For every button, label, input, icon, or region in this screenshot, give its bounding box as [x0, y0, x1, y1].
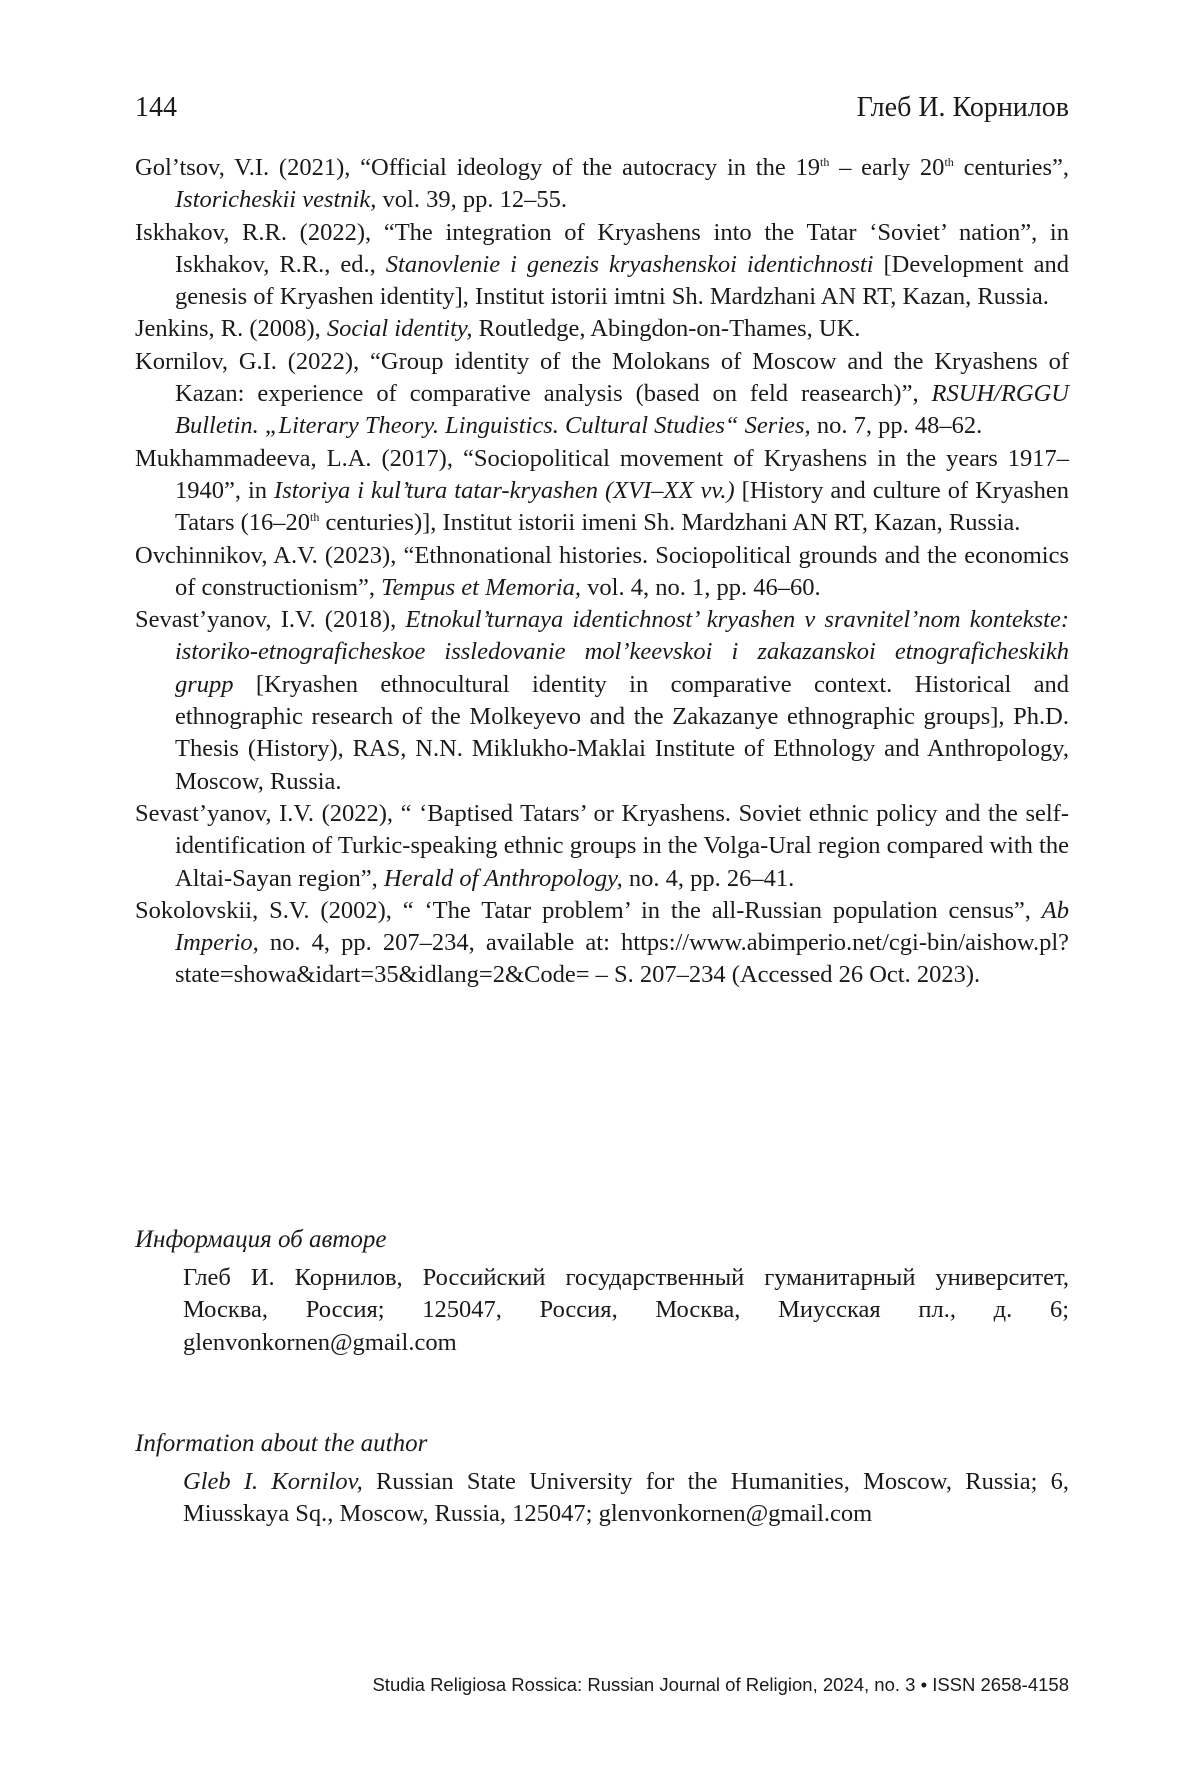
running-author: Глеб И. Корнилов	[856, 92, 1069, 123]
reference-item: Mukhammadeeva, L.A. (2017), “Sociopolitical movement of Kryashens in the years 1917–1940”, in Istoriya i kul’tura tatar-kryashen (XVI–XX vv.) [History and culture of Kryashen Tatars (16–20th centuries)], Institut istorii imeni Sh. Mardzhani AN RT, Kazan, Russia.	[135, 444, 1069, 537]
author-info-ru-title: Информация об авторе	[135, 1226, 387, 1253]
author-info-ru-text: Глеб И. Корнилов, Российский государственный гуманитарный университет, Москва, Россия; 125047, Россия, Москва, Миусская пл., д. 6; glenvonkornen@gmail.com	[183, 1264, 1069, 1356]
journal-footer: Studia Religiosa Rossica: Russian Journal of Religion, 2024, no. 3 • ISSN 2658-4158	[372, 1674, 1069, 1695]
reference-list	[135, 152, 1069, 992]
reference-item: Gol’tsov, V.I. (2021), “Official ideology of the autocracy in the 19th – early 20th centuries”, Istoricheskii vestnik, vol. 39, pp. 12–55.	[135, 154, 1069, 214]
reference-item: Ovchinnikov, A.V. (2023), “Ethnonational histories. Sociopolitical grounds and the economics of constructionism”, Tempus et Memoria, vol. 4, no. 1, pp. 46–60.	[135, 541, 1069, 601]
author-name: Gleb I. Kornilov,	[183, 1468, 363, 1495]
reference-item: Sevast’yanov, I.V. (2022), “ ‘Baptised Tatars’ or Kryashens. Soviet ethnic policy and the self-identification of Turkic-speaking ethnic groups in the Volga-Ural region compared with the Altai-Sayan region”, Herald of Anthropology, no. 4, pp. 26–41.	[135, 799, 1069, 892]
page-number: 144	[135, 92, 177, 123]
author-info-en-text: Gleb I. Kornilov, Russian State University for the Humanities, Moscow, Russia; 6, Miusskaya Sq., Moscow, Russia, 125047; glenvonkornen@gmail.com	[183, 1468, 1069, 1528]
reference-item: Iskhakov, R.R. (2022), “The integration of Kryashens into the Tatar ‘Soviet’ nation”, in Iskhakov, R.R., ed., Stanovlenie i genezis kryashenskoi identichnosti [Development and genesis of Kryashen identity], Institut istorii imtni Sh. Mardzhani AN RT, Kazan, Russia.	[135, 218, 1069, 311]
reference-item: Sevast’yanov, I.V. (2018), Etnokul’turnaya identichnost’ kryashen v sravnitel’nom kontekste: istoriko-etnograficheskoe issledovanie mol’keevskoi i zakazanskoi etnograficheskikh grupp [Kryashen ethnocultural identity in comparative context. Historical and ethnographic research of the Molkeyevo and the Zakazanye ethnographic groups], Ph.D. Thesis (History), RAS, N.N. Miklukho-Maklai Institute of Ethnology and Anthropology, Moscow, Russia.	[135, 606, 1069, 795]
page-header	[135, 88, 1069, 128]
reference-item: Sokolovskii, S.V. (2002), “ ‘The Tatar problem’ in the all-Russian population census”, Ab Imperio, no. 4, pp. 207–234, available at: https://www.abimperio.net/cgi-bin/aishow.pl?state=showa&idart=35&idlang=2&Code= – S. 207–234 (Accessed 26 Oct. 2023).	[135, 896, 1069, 989]
author-info-en-title: Information about the author	[135, 1430, 428, 1457]
reference-item: Kornilov, G.I. (2022), “Group identity of the Molokans of Moscow and the Kryashens of Kazan: experience of comparative analysis (based on feld reasearch)”, RSUH/RGGU Bulletin. „Literary Theory. Linguistics. Cultural Studies“ Series, no. 7, pp. 48–62.	[135, 347, 1069, 440]
reference-item: Jenkins, R. (2008), Social identity, Routledge, Abingdon-on-Thames, UK.	[135, 315, 861, 343]
journal-page	[135, 0, 1069, 1780]
